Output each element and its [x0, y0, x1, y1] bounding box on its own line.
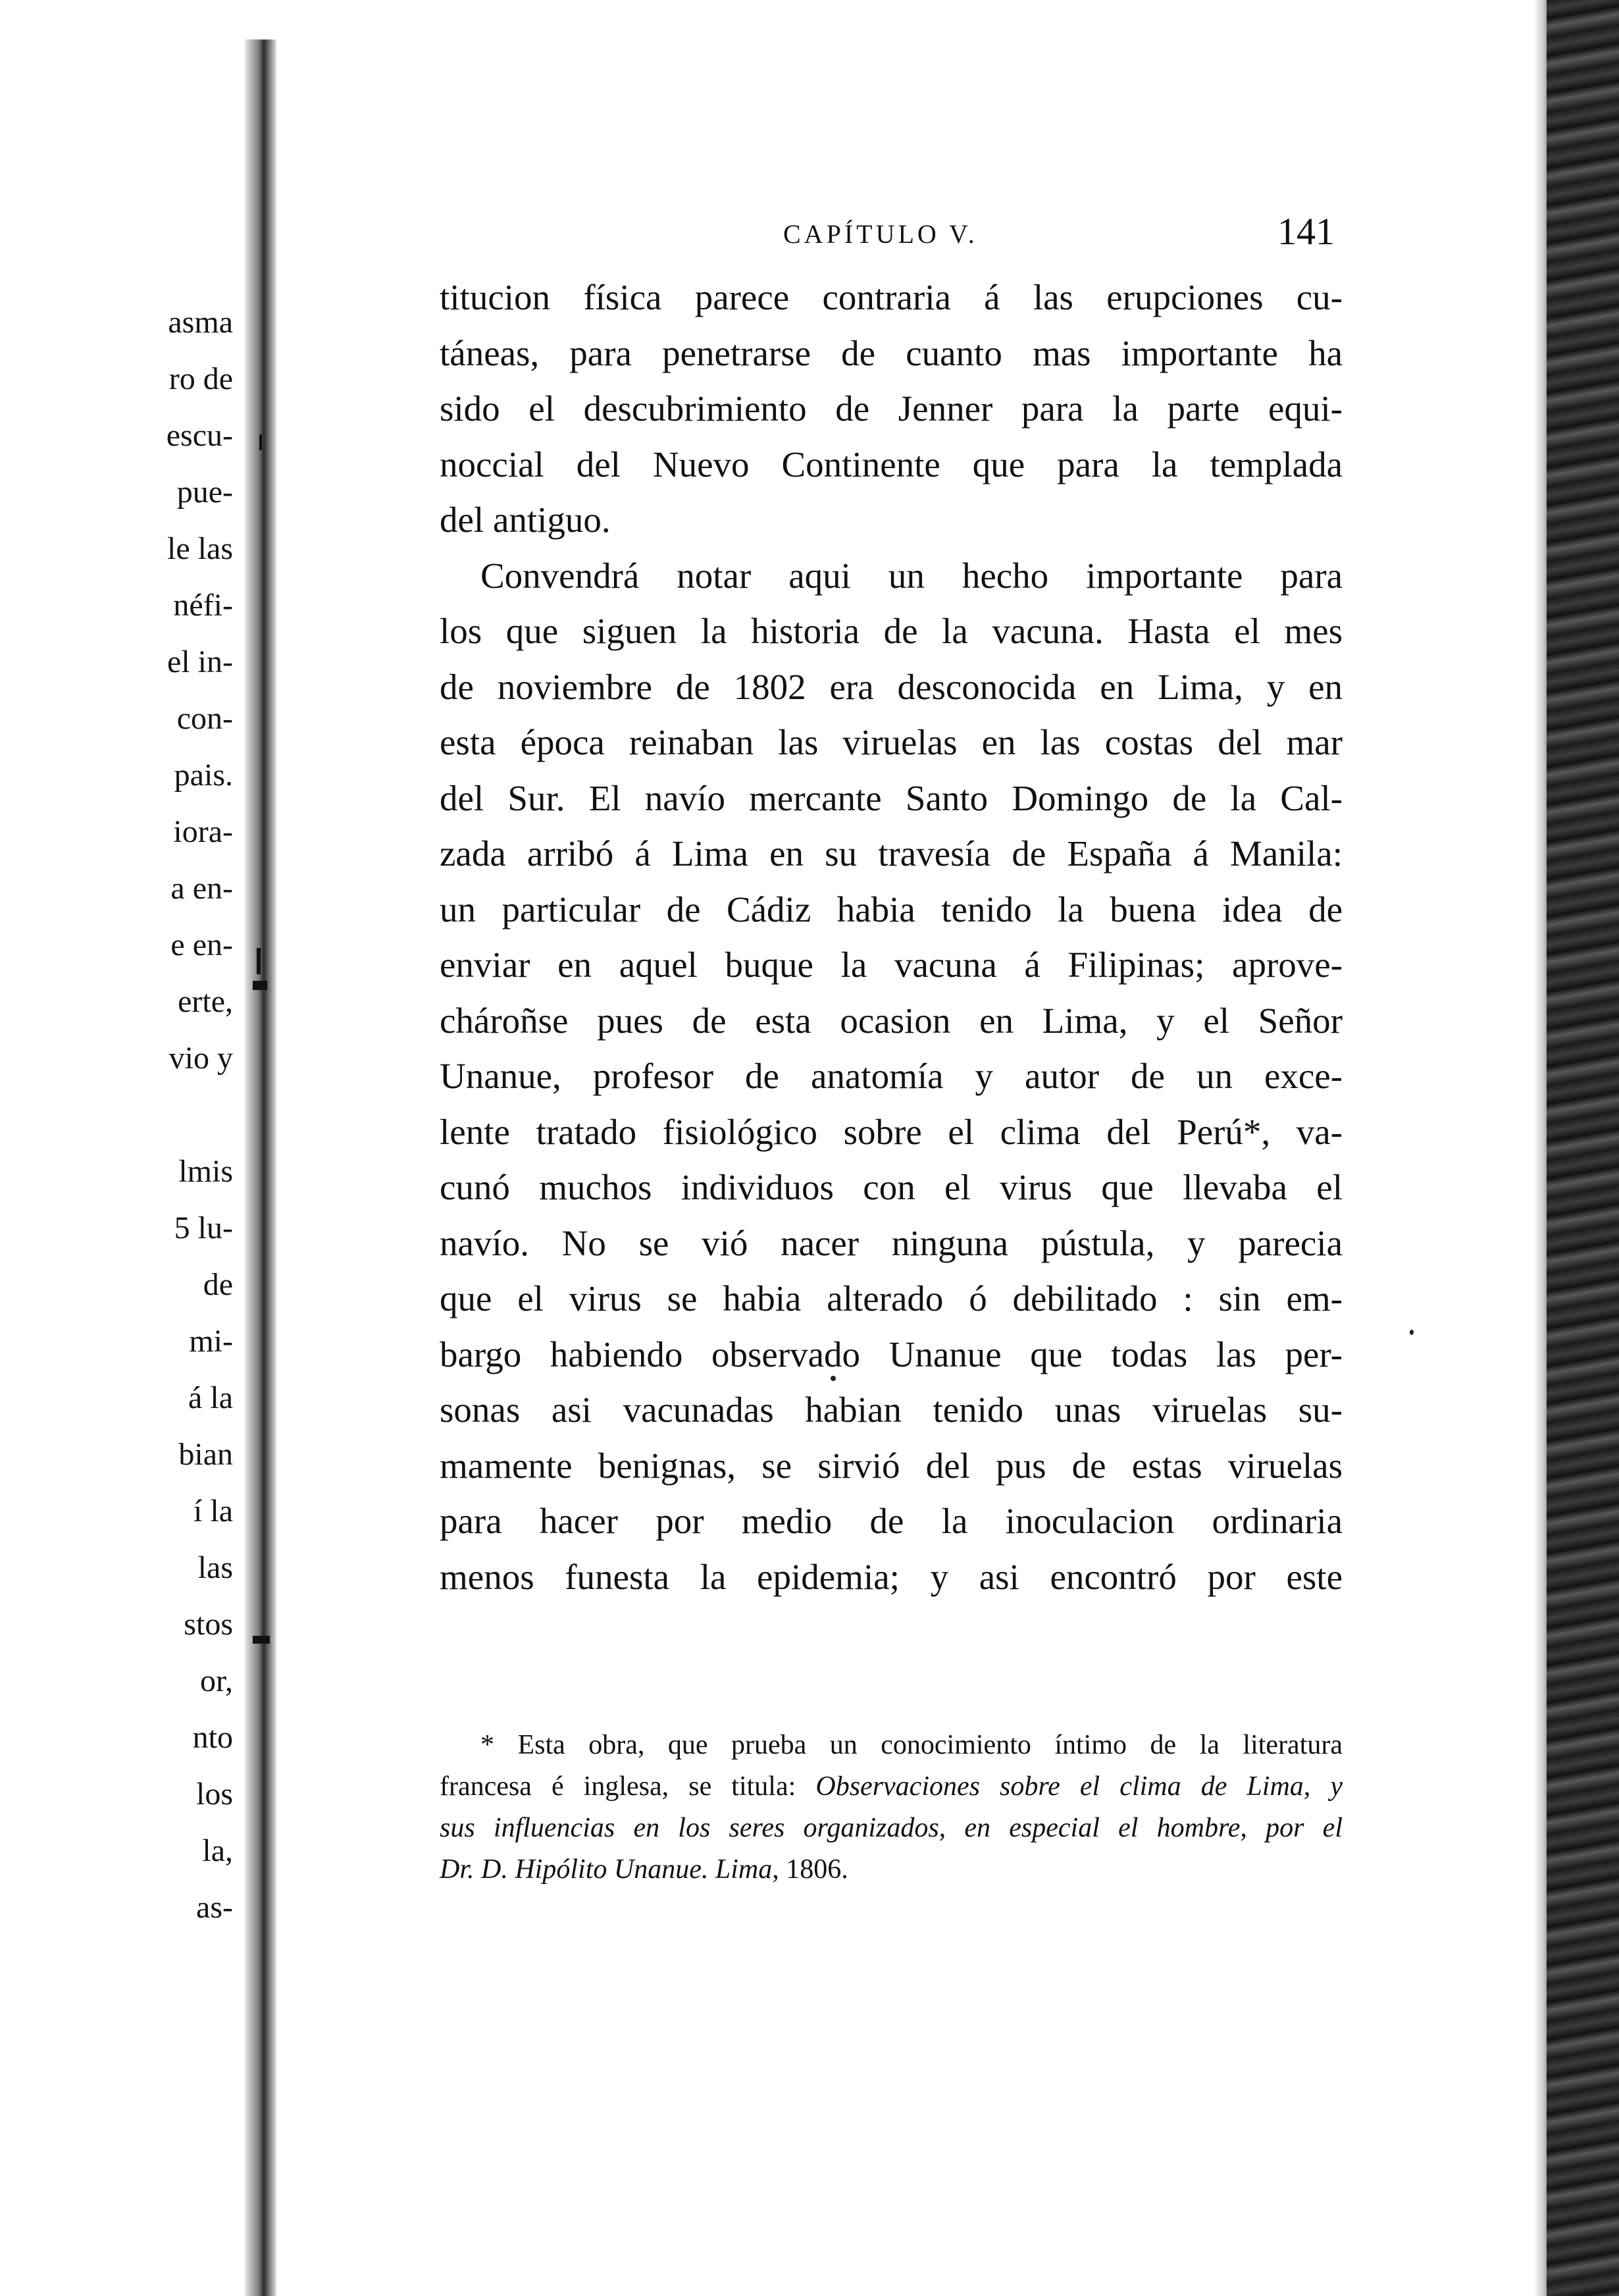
left-page-line: stos	[184, 1607, 233, 1642]
body-line: sonas asi vacunadas habian tenido unas viruelas su-	[440, 1390, 1343, 1430]
footnote-text: francesa é inglesa, se titula:	[440, 1771, 816, 1802]
body-line: los que siguen la historia de la vacuna. Hasta el mes	[440, 611, 1343, 651]
running-head	[440, 209, 1335, 262]
left-page-line: iora-	[173, 814, 233, 849]
scan-speck	[831, 1376, 836, 1381]
body-line: del Sur. El navío mercante Santo Domingo de la Cal-	[440, 777, 1343, 818]
left-page-line: el in-	[167, 644, 233, 679]
footnote-line: sus influencias en los seres organizados, en especial el hombre, por el	[440, 1813, 1343, 1843]
body-line: lente tratado fisiológico sobre el clima del Perú*, va-	[440, 1111, 1343, 1152]
left-page-line: con-	[176, 701, 233, 736]
chapter-title: CAPÍTULO V.	[783, 219, 978, 249]
body-line: noccial del Nuevo Continente que para la templada	[440, 444, 1343, 484]
left-page-line: bian	[178, 1437, 233, 1472]
left-page-line: erte,	[178, 984, 233, 1019]
body-line: del antiguo.	[440, 500, 611, 540]
left-page-line: las	[197, 1550, 233, 1585]
book-gutter	[245, 39, 276, 2296]
footnote-author-italic: Dr. D. Hipólito Unanue. Lima	[440, 1854, 773, 1885]
body-line: mamente benignas, se sirvió del pus de estas viruelas	[440, 1445, 1343, 1486]
body-line: cunó muchos individuos con el virus que llevaba el	[440, 1167, 1343, 1207]
body-line: esta época reinaban las viruelas en las costas del mar	[440, 722, 1343, 762]
body-line: bargo habiendo observado Unanue que todas las per-	[440, 1334, 1343, 1374]
body-line: un particular de Cádiz habia tenido la buena idea de	[440, 889, 1343, 929]
body-line: enviar en aquel buque la vacuna á Filipinas; aprove-	[440, 945, 1343, 985]
left-page-line: escu-	[166, 418, 233, 453]
left-page-line: nto	[192, 1720, 233, 1755]
footnote-title-italic: Observaciones sobre el clima de Lima, y	[815, 1771, 1343, 1802]
left-page-line: ro de	[168, 361, 233, 396]
left-page-line: as-	[196, 1890, 233, 1925]
body-line: chároñse pues de esta ocasion en Lima, y el Señor	[440, 1000, 1343, 1041]
left-page-line: a en-	[170, 871, 233, 906]
body-line: sido el descubrimiento de Jenner para la parte equi-	[440, 388, 1343, 429]
body-line: de noviembre de 1802 era desconocida en Lima, y en	[440, 666, 1343, 707]
book-cover-edge	[1547, 0, 1619, 2296]
left-page-line: á la	[188, 1380, 233, 1415]
left-page-line: e en-	[170, 927, 233, 962]
left-page-line: 5 lu-	[174, 1211, 233, 1245]
footnote	[440, 1725, 1343, 1891]
body-line: táneas, para penetrarse de cuanto mas importante ha	[440, 332, 1343, 373]
body-line: Unanue, profesor de anatomía y autor de un exce-	[440, 1056, 1343, 1096]
left-page-line: los	[195, 1777, 233, 1812]
footnote-line	[440, 1766, 1343, 1808]
left-page-line: le las	[167, 531, 233, 566]
footnote-year: , 1806.	[772, 1854, 848, 1885]
body-line: para hacer por medio de la inoculacion ordinaria	[440, 1501, 1343, 1541]
left-page-line: néfi-	[173, 588, 233, 623]
footnote-line	[440, 1849, 1343, 1891]
left-page-line: í la	[193, 1494, 233, 1528]
body-line: titucion física parece contraria á las erupciones cu-	[440, 277, 1343, 317]
body-line: zada arribó á Lima en su travesía de España á Manila:	[440, 833, 1343, 874]
left-page-line: asma	[168, 305, 233, 340]
left-page-line: la,	[202, 1833, 233, 1868]
scan-speck	[1410, 1330, 1414, 1335]
body-line: Convendrá notar aqui un hecho importante para	[480, 555, 1343, 596]
left-facing-page	[0, 0, 245, 2296]
body-text	[440, 270, 1343, 1605]
body-line: navío. No se vió nacer ninguna pústula, y parecia	[440, 1222, 1343, 1263]
left-page-line: lmis	[178, 1154, 233, 1189]
left-page-line: pue-	[176, 475, 233, 509]
left-page-line: pais.	[174, 758, 233, 793]
footnote-line: * Esta obra, que prueba un conocimiento íntimo de la literatura	[480, 1730, 1343, 1760]
body-line: menos funesta la epidemia; y asi encontró por este	[440, 1556, 1343, 1597]
left-page-line: mi-	[189, 1324, 233, 1359]
page-number: 141	[1277, 210, 1335, 253]
left-page-line: de	[203, 1267, 233, 1302]
body-line: que el virus se habia alterado ó debilitado : sin em-	[440, 1278, 1343, 1318]
left-page-line: or,	[199, 1663, 233, 1698]
left-page-line: vio y	[168, 1041, 233, 1076]
